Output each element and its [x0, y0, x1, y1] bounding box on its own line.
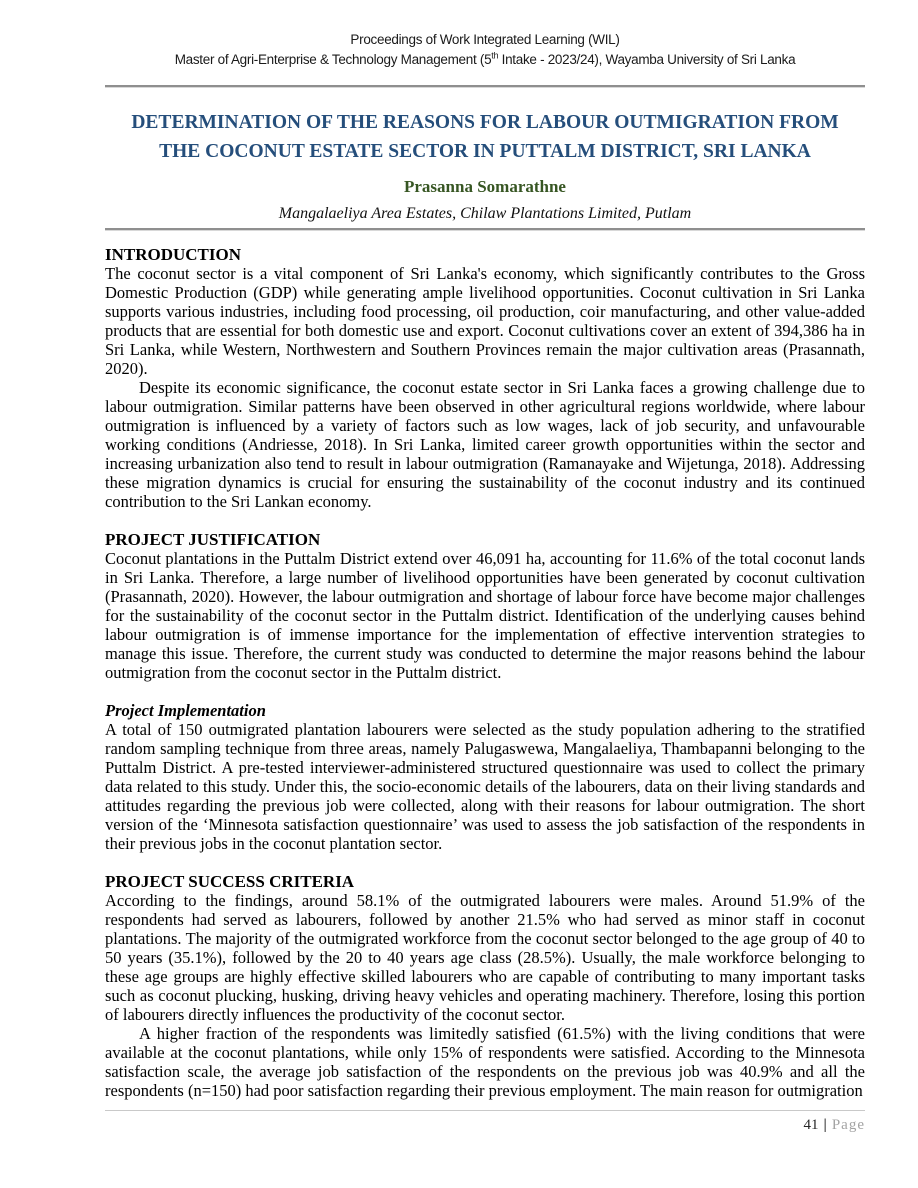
paragraph: A total of 150 outmigrated plantation labourers were selected as the study population adhering to the stratified random sampling technique from three areas, namely Palugaswewa, Mangalaeliya, Thambapanni belonging to the Puttalm District. A pre-tested interviewer-administered structured questionnaire was used to collect the primary data related to this study. Under this, the socio-economic details of the labourers, data on their living standards and attitudes regarding the previous job were collected, along with their reasons for labour outmigration. The short version of the ‘Minnesota satisfaction questionnaire’ was used to assess the job satisfaction of the respondents in their previous jobs in the coconut plantation sector. — [105, 720, 865, 853]
title-divider-rule — [105, 228, 865, 231]
paragraph: Coconut plantations in the Puttalm District extend over 46,091 ha, accounting for 11.6% of the total coconut lands in Sri Lanka. Therefore, a large number of livelihood opportunities have been generated by coconut cultivation (Prasannath, 2020). However, the labour outmigration and shortage of labour force have become major challenges for the sustainability of the coconut sector in the Puttalm district. Identification of the underlying causes behind labour outmigration is of immense importance for the implementation of effective intervention strategies to manage this issue. Therefore, the current study was conducted to determine the major reasons behind the labour outmigration from the coconut sector in the Puttalm district. — [105, 549, 865, 682]
paragraph: The coconut sector is a vital component of Sri Lanka's economy, which significantly contributes to the Gross Domestic Production (GDP) while generating ample livelihood opportunities. Coconut cultivation in Sri Lanka supports various industries, including food processing, oil production, coir manufacturing, and other value-added products that are essential for both domestic use and export. Coconut cultivations cover an extent of 394,386 ha in Sri Lanka, while Western, Northwestern and Southern Provinces remain the major cultivation areas (Prasannath, 2020). — [105, 264, 865, 378]
section-heading: PROJECT SUCCESS CRITERIA — [105, 872, 355, 891]
header-line-2-text-after: Intake - 2023/24), Wayamba University of Sri Lanka — [498, 52, 796, 67]
paper-title: DETERMINATION OF THE REASONS FOR LABOUR OUTMIGRATION FROM THE COCONUT ESTATE SECTOR IN PUTTALM DISTRICT, SRI LANKA — [131, 112, 839, 162]
section-introduction — [105, 245, 865, 511]
section-project-justification — [105, 530, 865, 682]
header-ordinal-superscript: th — [491, 50, 499, 61]
section-heading: Project Implementation — [105, 701, 266, 720]
header-line-2 — [105, 50, 865, 70]
section-heading: PROJECT JUSTIFICATION — [105, 530, 321, 549]
paragraph: Despite its economic significance, the coconut estate sector in Sri Lanka faces a growing challenge due to labour outmigration. Similar patterns have been observed in other agricultural regions worldwide, where labour outmigration is influenced by a variety of factors such as low wages, lack of job security, and unfavourable working conditions (Andriesse, 2018). In Sri Lanka, limited career growth opportunities within the sector and increasing urbanization also tend to result in labour outmigration (Ramanayake and Wijetunga, 2018). Addressing these migration dynamics is crucial for ensuring the sustainability of the coconut industry and its continued contribution to the Sri Lankan economy. — [105, 378, 865, 511]
running-header — [105, 30, 865, 70]
article-body — [105, 245, 865, 1100]
author-name: Prasanna Somarathne — [404, 177, 566, 196]
page-content — [105, 0, 865, 1100]
header-line-1: Proceedings of Work Integrated Learning (WIL) — [350, 32, 620, 47]
section-heading: INTRODUCTION — [105, 245, 242, 264]
footer-separator: | — [823, 1117, 827, 1133]
page-footer — [105, 1110, 865, 1134]
paragraph: According to the findings, around 58.1% of the outmigrated labourers were males. Around 51.9% of the respondents had served as labourers, followed by another 21.5% who had served as minor staff in coconut plantations. The majority of the outmigrated workforce from the coconut sector belonged to the age group of 40 to 50 years (35.1%), followed by the 20 to 40 years age class (28.5%). Usually, the male workforce belonging to these age groups are highly effective skilled labourers who are capable of contributing to many important tasks such as coconut plucking, husking, driving heavy vehicles and operating machinery. Therefore, losing this portion of labourers directly influences the productivity of the coconut sector. — [105, 891, 865, 1024]
header-line-2-text: Master of Agri-Enterprise & Technology Management (5 — [174, 52, 492, 67]
footer-page-label: Page — [831, 1117, 865, 1133]
section-project-success-criteria — [105, 872, 865, 1100]
section-project-implementation — [105, 701, 865, 853]
author-affiliation: Mangalaeliya Area Estates, Chilaw Plantations Limited, Putlam — [278, 205, 692, 222]
paragraph: A higher fraction of the respondents was limitedly satisfied (61.5%) with the living conditions that were available at the coconut plantations, while only 15% of respondents were satisfied. According to the Minnesota satisfaction scale, the average job satisfaction of the respondents on the previous job was 40.9% and all the respondents (n=150) had poor satisfaction regarding their previous employment. The main reason for outmigration — [105, 1024, 865, 1100]
header-divider-rule — [105, 85, 865, 88]
page-number: 41 — [803, 1117, 819, 1133]
